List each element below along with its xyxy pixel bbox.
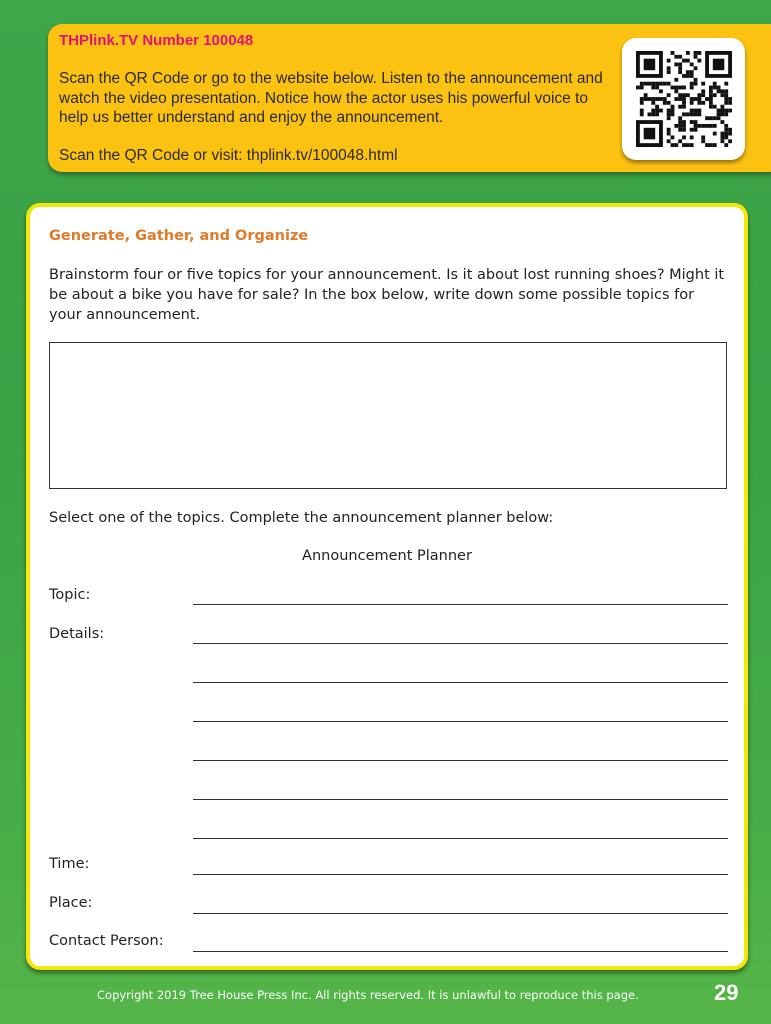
details-line[interactable] — [193, 838, 728, 839]
select-instructions: Select one of the topics. Complete the announcement planner below: — [49, 510, 554, 526]
details-line[interactable] — [193, 643, 728, 644]
details-line[interactable] — [193, 760, 728, 761]
qr-code-icon[interactable] — [622, 38, 745, 160]
copyright: Copyright 2019 Tree House Press Inc. All rights reserved. It is unlawful to reproduce this page. — [97, 988, 639, 1002]
section-heading: Generate, Gather, and Organize — [49, 228, 309, 244]
details-line[interactable] — [193, 721, 728, 722]
brainstorm-box[interactable] — [49, 342, 727, 489]
banner-text: Scan the QR Code or go to the website below. Listen to the announcement and watch the video presentation. Notice how the actor uses his powerful voice to help us better understand and enjoy the announcement. — [59, 70, 603, 126]
time-label: Time: — [49, 856, 90, 872]
contact-label: Contact Person: — [49, 933, 164, 949]
page-number: 29 — [714, 980, 739, 1005]
banner-visit-link[interactable]: Scan the QR Code or visit: thplink.tv/100048.html — [59, 147, 398, 164]
topic-label: Topic: — [49, 587, 91, 603]
details-line[interactable] — [193, 682, 728, 683]
details-label: Details: — [49, 626, 105, 642]
instructions: Brainstorm four or five topics for your announcement. Is it about lost running shoes? Might it be about a bike you have for sale? In the box below, write down some possible topics for your announcement. — [49, 267, 725, 323]
place-line[interactable] — [193, 913, 728, 914]
contact-line[interactable] — [193, 951, 728, 952]
topic-line[interactable] — [193, 604, 728, 605]
thplink-banner — [48, 24, 771, 172]
planner-title: Announcement Planner — [302, 548, 472, 564]
banner-title: THPlink.TV Number 100048 — [59, 32, 254, 49]
details-line[interactable] — [193, 799, 728, 800]
time-line[interactable] — [193, 874, 728, 875]
place-label: Place: — [49, 895, 93, 911]
worksheet-card — [26, 203, 748, 970]
